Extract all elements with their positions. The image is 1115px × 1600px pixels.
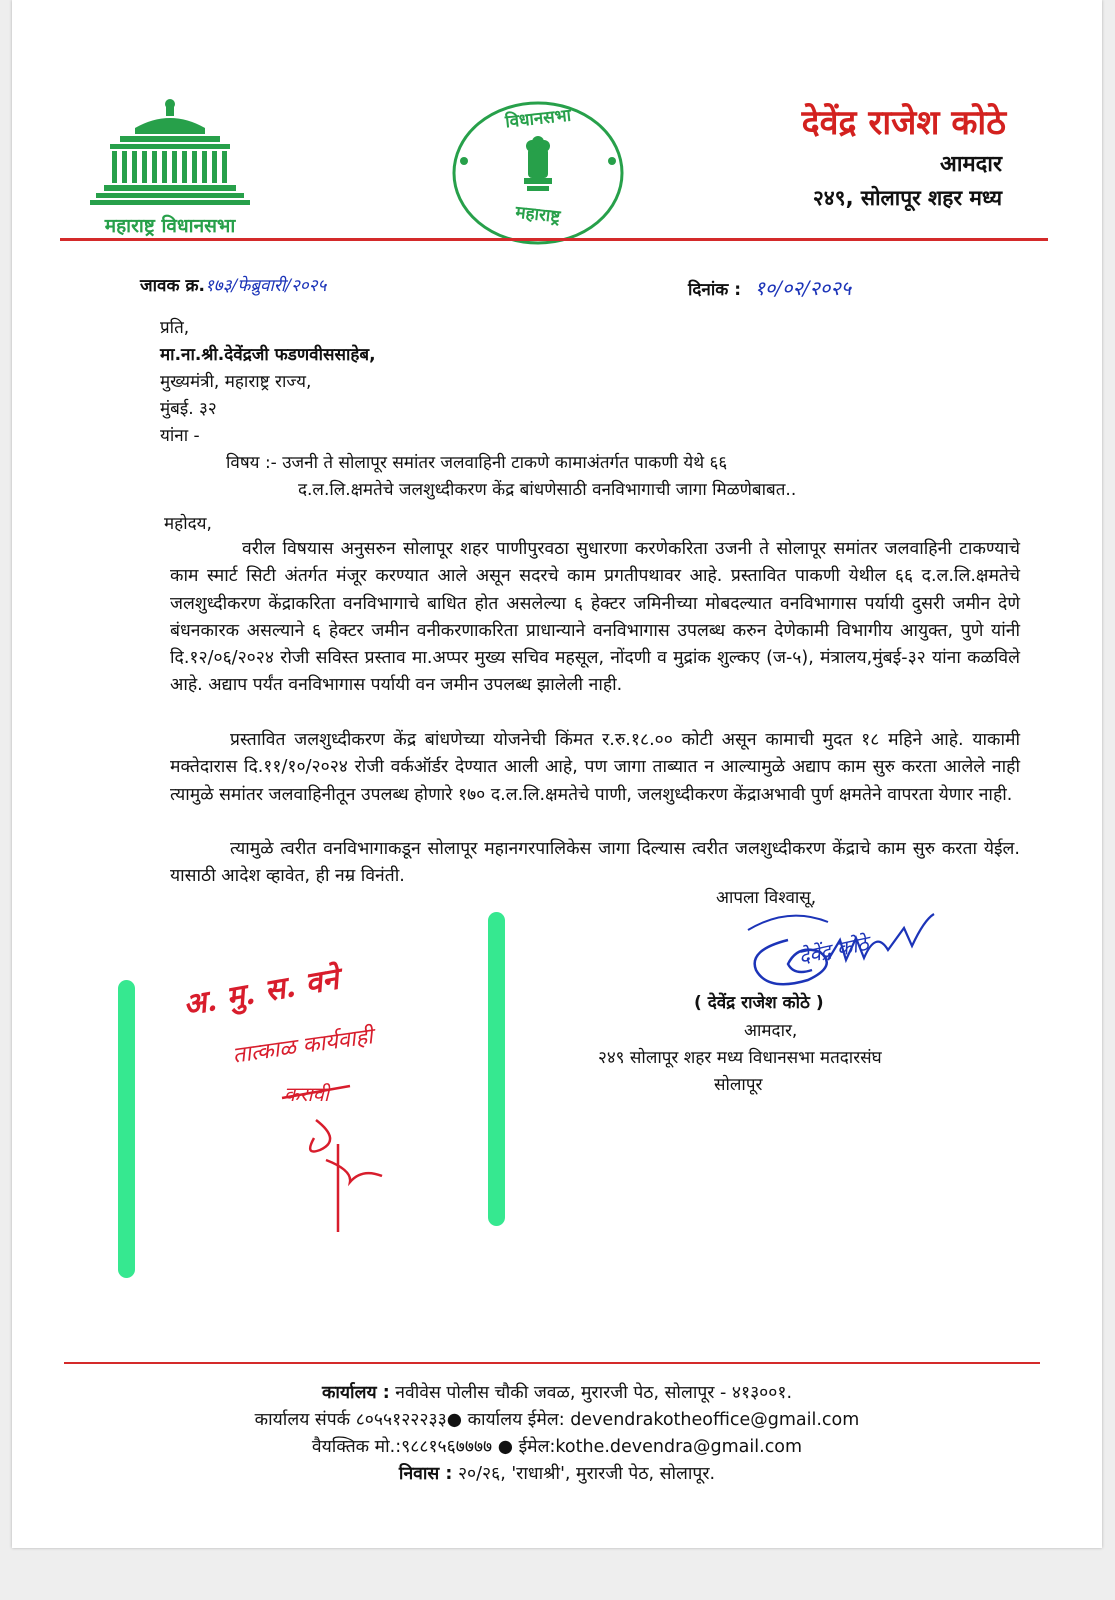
bullet-icon: ● xyxy=(446,1410,462,1430)
salutation: महोदय, xyxy=(164,514,212,534)
addressee-to: प्रति, xyxy=(160,318,190,338)
closing-constituency: २४९ सोलापूर शहर मध्य विधानसभा मतदारसंघ xyxy=(598,1048,882,1068)
personal-email[interactable]: kothe.devendra@gmail.com xyxy=(555,1437,803,1457)
addressee-city: मुंबई. ३२ xyxy=(160,399,217,419)
mobile-label: वैयक्तिक मो.: xyxy=(311,1437,402,1457)
mla-constituency: २४९, सोलापूर शहर मध्य xyxy=(812,186,1002,210)
bullet-icon: ● xyxy=(497,1437,513,1457)
header-divider xyxy=(60,238,1048,241)
footer-divider xyxy=(64,1362,1040,1364)
office-address: नवीवेस पोलीस चौकी जवळ, मुरारजी पेठ, सोलापूर - ४१३००१. xyxy=(395,1383,793,1403)
highlighter-stroke-left xyxy=(118,980,135,1278)
footer-office-contact xyxy=(12,1407,1102,1431)
annotation-line-1: अ. मु. स. वने xyxy=(180,961,342,1024)
handwritten-signature xyxy=(728,900,948,1000)
email-label: ईमेल: xyxy=(518,1437,556,1457)
office-phone: ८०५५१२२२३३ xyxy=(355,1410,447,1430)
office-email-label: कार्यालय ईमेल: xyxy=(467,1410,565,1430)
annotation-line-2: तात्काळ कार्यवाही xyxy=(231,1024,375,1069)
mla-designation: आमदार xyxy=(939,152,1002,177)
closing-designation: आमदार, xyxy=(744,1021,798,1041)
letter-page xyxy=(12,0,1102,1548)
addressee-yanna: यांना - xyxy=(160,426,200,446)
addressee-name: मा.ना.श्री.देवेंद्रजी फडणवीससाहेब, xyxy=(160,345,376,365)
signature-text: देवेंद्र कोठे xyxy=(796,930,871,970)
body-paragraph-2: प्रस्तावित जलशुध्दीकरण केंद्र बांधणेच्या योजनेची किंमत र.रु.१८.०० कोटी असून कामाची मुदत १८ महिने आहे. याकामी मक्तेदारास दि.११/१०/२०२४ रोजी वर्कऑर्डर देण्यात आली आहे, पण जागा ताब्यात न आल्यामुळे अद्याप काम सुरु करता आलेले नाही त्यामुळे समांतर जलवाहिनीतून उपलब्ध होणारे १७० द.ल.लि.क्षमतेचे पाणी, जलशुध्दीकरण केंद्राअभावी पुर्ण क्षमतेने वापरता येणार नाही. xyxy=(170,730,1020,805)
closing-city: सोलापूर xyxy=(714,1075,763,1095)
footer-personal-contact xyxy=(12,1434,1102,1458)
letter-date xyxy=(688,276,851,300)
reference-label: जावक क्र. xyxy=(140,276,205,296)
reference-number xyxy=(140,276,326,296)
seal-top-text: विधानसभा xyxy=(504,105,573,133)
body-paragraph-3: त्यामुळे त्वरीत वनविभागाकडून सोलापूर महानगरपालिकेस जागा दिल्यास त्वरीत जलशुध्दीकरण केंद्राचे काम सुरु करता येईल. यासाठी आदेश व्हावेत, ही नम्र विनंती. xyxy=(170,839,1020,887)
assembly-building-icon xyxy=(80,98,260,213)
red-annotation xyxy=(172,950,432,1240)
closing-name: ( देवेंद्र राजेश कोठे ) xyxy=(694,993,824,1013)
mla-name: देवेंद्र राजेश कोठे xyxy=(801,103,1006,143)
office-contact-label: कार्यालय संपर्क xyxy=(254,1410,351,1430)
addressee-title: मुख्यमंत्री, महाराष्ट्र राज्य, xyxy=(160,372,312,392)
subject-line-2: द.ल.लि.क्षमतेचे जलशुध्दीकरण केंद्र बांधणेसाठी वनविभागाची जागा मिळणेबाबत.. xyxy=(298,480,797,500)
body-paragraph-1: वरील विषयास अनुसरुन सोलापूर शहर पाणीपुरवठा सुधारणा करणेकरिता उजनी ते सोलापूर समांतर जलवाहिनी टाकण्याचे काम स्मार्ट सिटी अंतर्गत मंजूर करण्यात आले असून सदरचे काम प्रगतीपथावर आहे. प्रस्तावित पाकणी येथील ६६ द.ल.लि.क्षमतेचे जलशुध्दीकरण केंद्राकरिता वनविभागाचे बाधित होत असलेल्या ६ हेक्टर जमिनीच्या मोबदल्यात वनविभागास पर्यायी दुसरी जमीन देणे बंधनकारक असल्याने ६ हेक्टर जमीन वनीकरणाकरिता प्राधान्याने वनविभागास उपलब्ध करुन देणेकामी विभागीय आयुक्त, पुणे यांनी दि.१२/०६/२०२४ रोजी सविस्त प्रस्ताव मा.अप्पर मुख्य सचिव महसूल, नोंदणी व मुद्रांक शुल्कए (ज-५), मंत्रालय,मुंबई-३२ यांना कळविले आहे. अद्याप पर्यंत वनविभागास पर्यायी वन जमीन उपलब्ध झालेली नाही. xyxy=(170,539,1020,696)
closing-yours: आपला विश्वासू, xyxy=(716,888,817,908)
subject-line-1: विषय :- उजनी ते सोलापूर समांतर जलवाहिनी टाकणे कामाअंतर्गत पाकणी येथे ६६ xyxy=(226,453,728,473)
residence-label: निवास : xyxy=(398,1464,453,1484)
footer-office-address xyxy=(12,1380,1102,1404)
reference-value: १७३/फेब्रुवारी/२०२५ xyxy=(204,276,327,296)
footer-residence xyxy=(12,1461,1102,1485)
vidhan-sabha-seal xyxy=(448,98,628,248)
annotation-line-3: करावी xyxy=(284,1082,330,1106)
residence-address: २०/२६, 'राधाश्री', मुरारजी पेठ, सोलापूर. xyxy=(457,1464,716,1484)
date-value: १०/०२/२०२५ xyxy=(754,276,852,300)
vidhan-sabha-logo xyxy=(80,98,260,238)
mobile-number: ९८८१५६७७७७ xyxy=(401,1437,493,1457)
annotation-mark-icon xyxy=(172,950,432,1240)
highlighter-stroke-right xyxy=(488,912,505,1226)
office-email[interactable]: devendrakotheoffice@gmail.com xyxy=(570,1410,860,1430)
office-label: कार्यालय : xyxy=(321,1383,390,1403)
date-label: दिनांक : xyxy=(688,280,742,300)
seal-bottom-text: महाराष्ट्र xyxy=(514,202,562,228)
assembly-logo-caption: महाराष्ट्र विधानसभा xyxy=(104,215,236,237)
